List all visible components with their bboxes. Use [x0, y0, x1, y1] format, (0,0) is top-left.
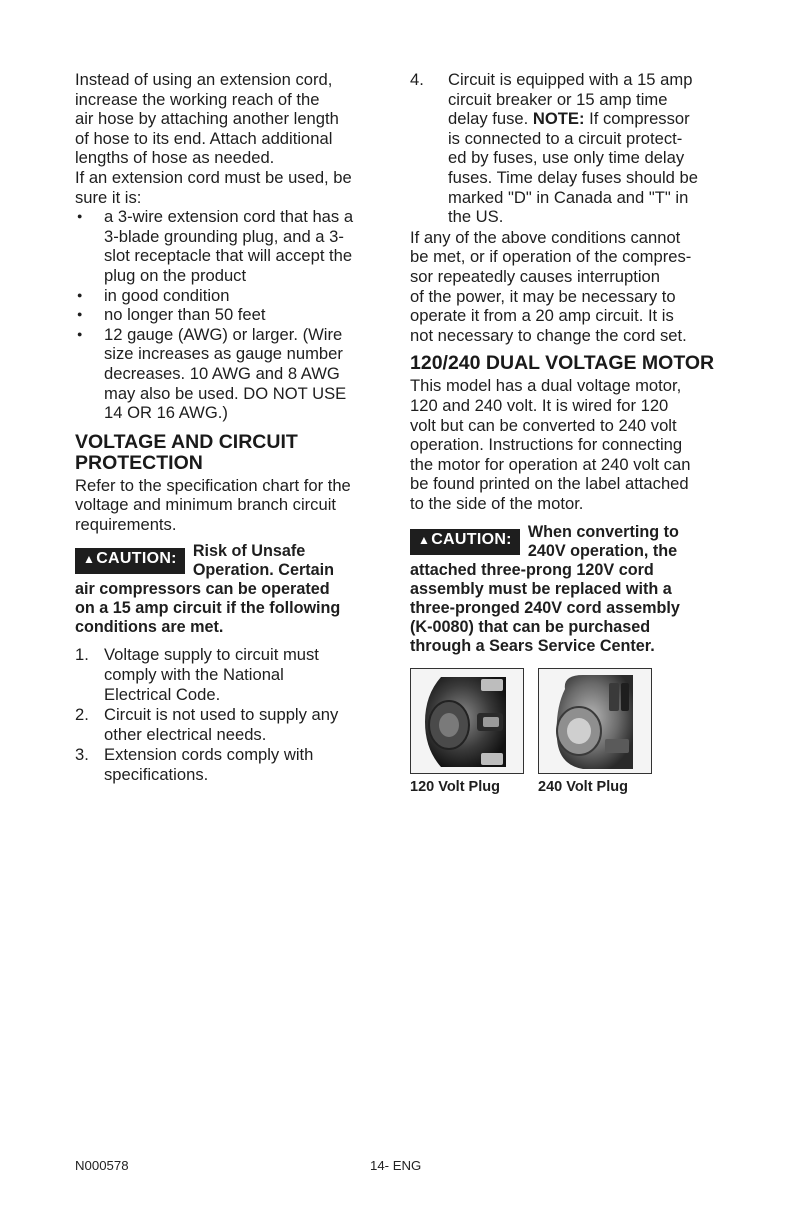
- list-item-line: ed by fuses, use only time delay: [448, 148, 685, 168]
- list-item-line: is connected to a circuit protect-: [448, 128, 683, 148]
- paragraph-line: sor repeatedly causes interruption: [410, 266, 660, 286]
- document-code: N000578: [75, 1158, 129, 1173]
- list-item: [75, 286, 385, 306]
- list-item: [75, 325, 385, 423]
- list-item-line: circuit breaker or 15 amp time: [448, 89, 668, 109]
- plug-240v-caption: 240 Volt Plug: [538, 779, 628, 796]
- warning-triangle-icon: ▲: [418, 533, 431, 548]
- list-item-line: slot receptacle that will accept the: [104, 246, 353, 266]
- list-item-line: Electrical Code.: [104, 684, 221, 704]
- plug-240v-image: [538, 668, 652, 774]
- list-item-line: marked "D" in Canada and "T" in: [448, 187, 689, 207]
- paragraph-line: of the power, it may be necessary to: [410, 286, 676, 306]
- caution-line: Operation. Certain: [192, 561, 335, 580]
- list-item: [75, 645, 385, 704]
- conditions-list-continued: [410, 70, 730, 227]
- list-item-line: ● in good condition: [104, 285, 230, 305]
- caution-line: 240V operation, the: [527, 542, 678, 561]
- intro-line: lengths of hose as needed.: [75, 148, 275, 168]
- list-number: 2.: [75, 705, 89, 725]
- plug-figures: [410, 668, 730, 798]
- list-item-line: may also be used. DO NOT USE: [104, 383, 347, 403]
- list-item: [75, 207, 385, 285]
- paragraph-line: be found printed on the label attached: [410, 474, 689, 494]
- caution-line: three-pronged 240V cord assembly: [410, 599, 680, 618]
- plug-120v-image: [410, 668, 524, 774]
- caution-line: air compressors can be operated: [75, 580, 330, 599]
- caution-line: (K-0080) that can be purchased: [410, 618, 651, 637]
- if-any-paragraph: [410, 228, 730, 346]
- refer-paragraph: [75, 476, 385, 535]
- list-item-line: [448, 109, 730, 129]
- caution-notice: [75, 542, 385, 637]
- plug-figure-120v: [410, 668, 524, 798]
- caution-badge-label: CAUTION:: [431, 531, 512, 549]
- paragraph-line: not necessary to change the cord set.: [410, 325, 687, 345]
- paragraph-line: This model has a dual voltage motor,: [410, 376, 682, 396]
- intro-line: increase the working reach of the: [75, 89, 320, 109]
- left-column: [75, 70, 385, 786]
- list-item-line: specifications.: [104, 765, 209, 785]
- list-item-line: Circuit is not used to supply any: [104, 705, 339, 725]
- caution-badge: [410, 529, 520, 555]
- caution-notice: [410, 523, 730, 656]
- plug-240v-icon: [539, 669, 652, 774]
- model-paragraph: [410, 376, 730, 513]
- list-item-line: decreases. 10 AWG and 8 AWG: [104, 363, 340, 383]
- paragraph-line: be met, or if operation of the compres-: [410, 247, 692, 267]
- intro-line: air hose by attaching another length: [75, 109, 339, 129]
- intro-line: Instead of using an extension cord,: [75, 70, 333, 89]
- refer-line: Refer to the specification chart for the: [75, 475, 351, 495]
- heading-line: PROTECTION: [75, 451, 203, 474]
- list-item-line: other electrical needs.: [104, 724, 267, 744]
- list-item-line: the US.: [448, 207, 504, 227]
- list-item-line: ● no longer than 50 feet: [104, 305, 266, 325]
- list-item: [410, 70, 730, 227]
- list-item-line: Voltage supply to circuit must: [104, 645, 319, 665]
- caution-line: on a 15 amp circuit if the following: [75, 599, 341, 618]
- intro-line: sure it is:: [75, 187, 142, 207]
- list-number: 4.: [410, 70, 424, 89]
- plug-120v-icon: [411, 669, 524, 774]
- list-item: [75, 305, 385, 325]
- caution-line: through a Sears Service Center.: [410, 637, 655, 656]
- list-number: 1.: [75, 645, 89, 665]
- list-item-line: plug on the product: [104, 265, 247, 285]
- plug-120v-caption: 120 Volt Plug: [410, 779, 500, 796]
- list-item-line: ● 12 gauge (AWG) or larger. (Wire: [104, 324, 343, 344]
- list-item-line: comply with the National: [104, 665, 284, 685]
- list-item-text: If compressor: [589, 109, 690, 129]
- intro-paragraph: [75, 70, 385, 207]
- list-item: [75, 705, 385, 744]
- caution-badge: [75, 548, 185, 574]
- list-item-text: delay fuse.: [448, 109, 529, 129]
- list-item-line: 14 OR 16 AWG.): [104, 403, 228, 423]
- paragraph-line: operate it from a 20 amp circuit. It is: [410, 306, 674, 326]
- paragraph-line: volt but can be converted to 240 volt: [410, 415, 677, 435]
- caution-line: When converting to: [527, 523, 679, 542]
- caution-line: Risk of Unsafe: [192, 542, 306, 561]
- caution-line: assembly must be replaced with a: [410, 580, 672, 599]
- caution-line: attached three-prong 120V cord: [410, 561, 654, 580]
- list-item-line: size increases as gauge number: [104, 344, 343, 364]
- heading-line: VOLTAGE AND CIRCUIT: [75, 430, 298, 453]
- intro-line: of hose to its end. Attach additional: [75, 128, 333, 148]
- list-number: 3.: [75, 745, 89, 765]
- refer-line: voltage and minimum branch circuit: [75, 495, 337, 515]
- paragraph-line: operation. Instructions for connecting: [410, 435, 683, 455]
- intro-line: If an extension cord must be used, be: [75, 167, 352, 187]
- list-item-line: ● a 3-wire extension cord that has a: [104, 207, 354, 227]
- list-item-line: fuses. Time delay fuses should be: [448, 167, 698, 187]
- warning-triangle-icon: ▲: [83, 552, 96, 567]
- paragraph-line: the motor for operation at 240 volt can: [410, 454, 691, 474]
- cord-requirements-list: [75, 207, 385, 423]
- caution-line: conditions are met.: [75, 618, 224, 637]
- paragraph-line: If any of the above conditions cannot: [410, 227, 681, 247]
- list-item-line: Circuit is equipped with a 15 amp: [448, 70, 693, 89]
- refer-line: requirements.: [75, 514, 177, 534]
- plug-figure-240v: [538, 668, 652, 798]
- caution-badge-label: CAUTION:: [96, 550, 177, 568]
- page-number: 14- ENG: [370, 1158, 422, 1173]
- section-heading-voltage-protection: [75, 432, 385, 474]
- section-heading-dual-voltage: 120/240 DUAL VOLTAGE MOTOR: [410, 352, 715, 375]
- list-item-line: Extension cords comply with: [104, 745, 314, 765]
- right-column: [410, 70, 730, 798]
- paragraph-line: to the side of the motor.: [410, 493, 584, 513]
- paragraph-line: 120 and 240 volt. It is wired for 120: [410, 395, 669, 415]
- list-item-line: 3-blade grounding plug, and a 3-: [104, 226, 344, 246]
- note-label: NOTE:: [532, 109, 585, 129]
- conditions-list: [75, 645, 385, 784]
- list-item: [75, 745, 385, 784]
